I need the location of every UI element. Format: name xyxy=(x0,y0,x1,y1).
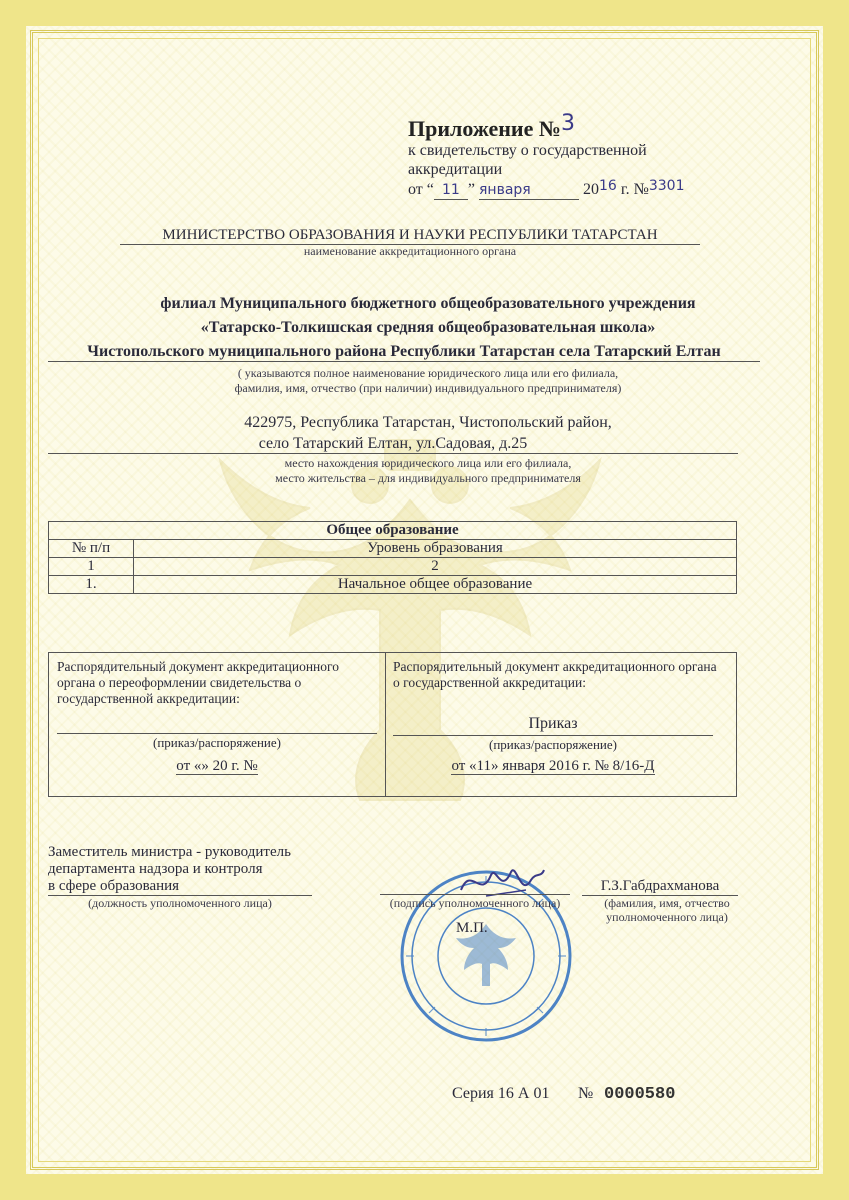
row-level: Начальное общее образование xyxy=(134,576,737,594)
table-title-row xyxy=(49,522,737,540)
open-quote: “ xyxy=(426,181,434,198)
appendix-number: 3 xyxy=(560,111,575,136)
address-line-2: село Татарский Елтан, ул.Садовая, д.25 xyxy=(48,435,738,454)
reissue-document-title: Распорядительный документ аккредитационного органа о переоформлении свидетельства о государственной аккредитации: xyxy=(57,659,339,706)
accreditation-document-type: Приказ xyxy=(528,715,578,732)
authority-caption: наименование аккредитационного органа xyxy=(303,244,517,258)
position-line-1: Заместитель министра - руководитель xyxy=(48,844,291,860)
address-line-1: 422975, Республика Татарстан, Чистопольский район, xyxy=(244,414,612,431)
row-number: 1. xyxy=(49,576,134,594)
table-row xyxy=(49,576,737,594)
signature-line xyxy=(380,894,570,895)
year-end: г. № xyxy=(620,181,649,198)
number-label: № xyxy=(578,1085,594,1102)
year-suffix: 16 xyxy=(599,178,617,194)
accreditation-document-title: Распорядительный документ аккредитационного органа о государственной аккредитации: xyxy=(393,659,717,690)
position-caption: (должность уполномоченного лица) xyxy=(88,896,272,910)
organization-line-3: Чистопольского муниципального района Республики Татарстан села Татарский Елтан xyxy=(48,343,760,362)
header-date-line xyxy=(408,178,685,200)
column-level-header: Уровень образования xyxy=(134,540,737,558)
column-number-index: 1 xyxy=(49,558,134,576)
date-month: января xyxy=(479,182,531,198)
authority-name: МИНИСТЕРСТВО ОБРАЗОВАНИЯ И НАУКИ РЕСПУБЛИКИ ТАТАРСТАН xyxy=(120,227,700,245)
year-prefix: 20 xyxy=(583,181,599,198)
organization-caption-2: фамилия, имя, отчество (при наличии) индивидуального предпринимателя) xyxy=(234,381,622,395)
column-level-index: 2 xyxy=(134,558,737,576)
date-day: 11 xyxy=(441,182,460,198)
reissue-document-date: от «» 20 г. № xyxy=(176,758,258,774)
close-quote: ” xyxy=(467,181,475,198)
header-line-2: аккредитации xyxy=(408,161,503,178)
table-index-row xyxy=(49,558,737,576)
column-number-header: № п/п xyxy=(49,540,134,558)
box-divider xyxy=(385,653,386,796)
accreditation-document-line xyxy=(393,735,713,736)
header-line-1: к свидетельству о государственной xyxy=(408,142,647,159)
position-line-3: в сфере образования xyxy=(48,878,312,896)
appendix-title xyxy=(408,111,575,142)
accreditation-document-caption: (приказ/распоряжение) xyxy=(489,737,617,752)
name-caption-2: уполномоченного лица) xyxy=(606,910,728,924)
from-prefix: от xyxy=(408,181,423,198)
position-line-2: департамента надзора и контроля xyxy=(48,861,263,877)
organization-line-1: филиал Муниципального бюджетного общеобразовательного учреждения xyxy=(160,295,696,312)
education-table xyxy=(48,521,737,594)
name-caption-1: (фамилия, имя, отчество xyxy=(604,896,730,910)
reissue-document-caption: (приказ/распоряжение) xyxy=(153,735,281,750)
signature-caption: (подпись уполномоченного лица) xyxy=(389,896,561,910)
serial-number: 0000580 xyxy=(604,1085,676,1104)
appendix-label: Приложение № xyxy=(408,116,561,141)
reissue-document-line xyxy=(57,733,377,734)
accreditation-documents-box xyxy=(48,652,737,797)
seal-label: М.П. xyxy=(456,920,488,936)
organization-caption-1: ( указываются полное наименование юридического лица или его филиала, xyxy=(237,366,619,380)
organization-line-2: «Татарско-Толкишская средняя общеобразовательная школа» xyxy=(200,319,656,336)
table-title: Общее образование xyxy=(49,522,737,540)
accreditation-document-date: от «11» января 2016 г. № 8/16-Д xyxy=(451,758,655,774)
address-caption-1: место нахождения юридического лица или его филиала, xyxy=(284,456,572,470)
certificate-number: 3301 xyxy=(648,178,685,194)
series-label: Серия 16 А 01 xyxy=(452,1085,550,1102)
official-name: Г.З.Габдрахманова xyxy=(582,878,738,896)
address-caption-2: место жительства – для индивидуального предпринимателя xyxy=(275,471,581,485)
table-header-row xyxy=(49,540,737,558)
